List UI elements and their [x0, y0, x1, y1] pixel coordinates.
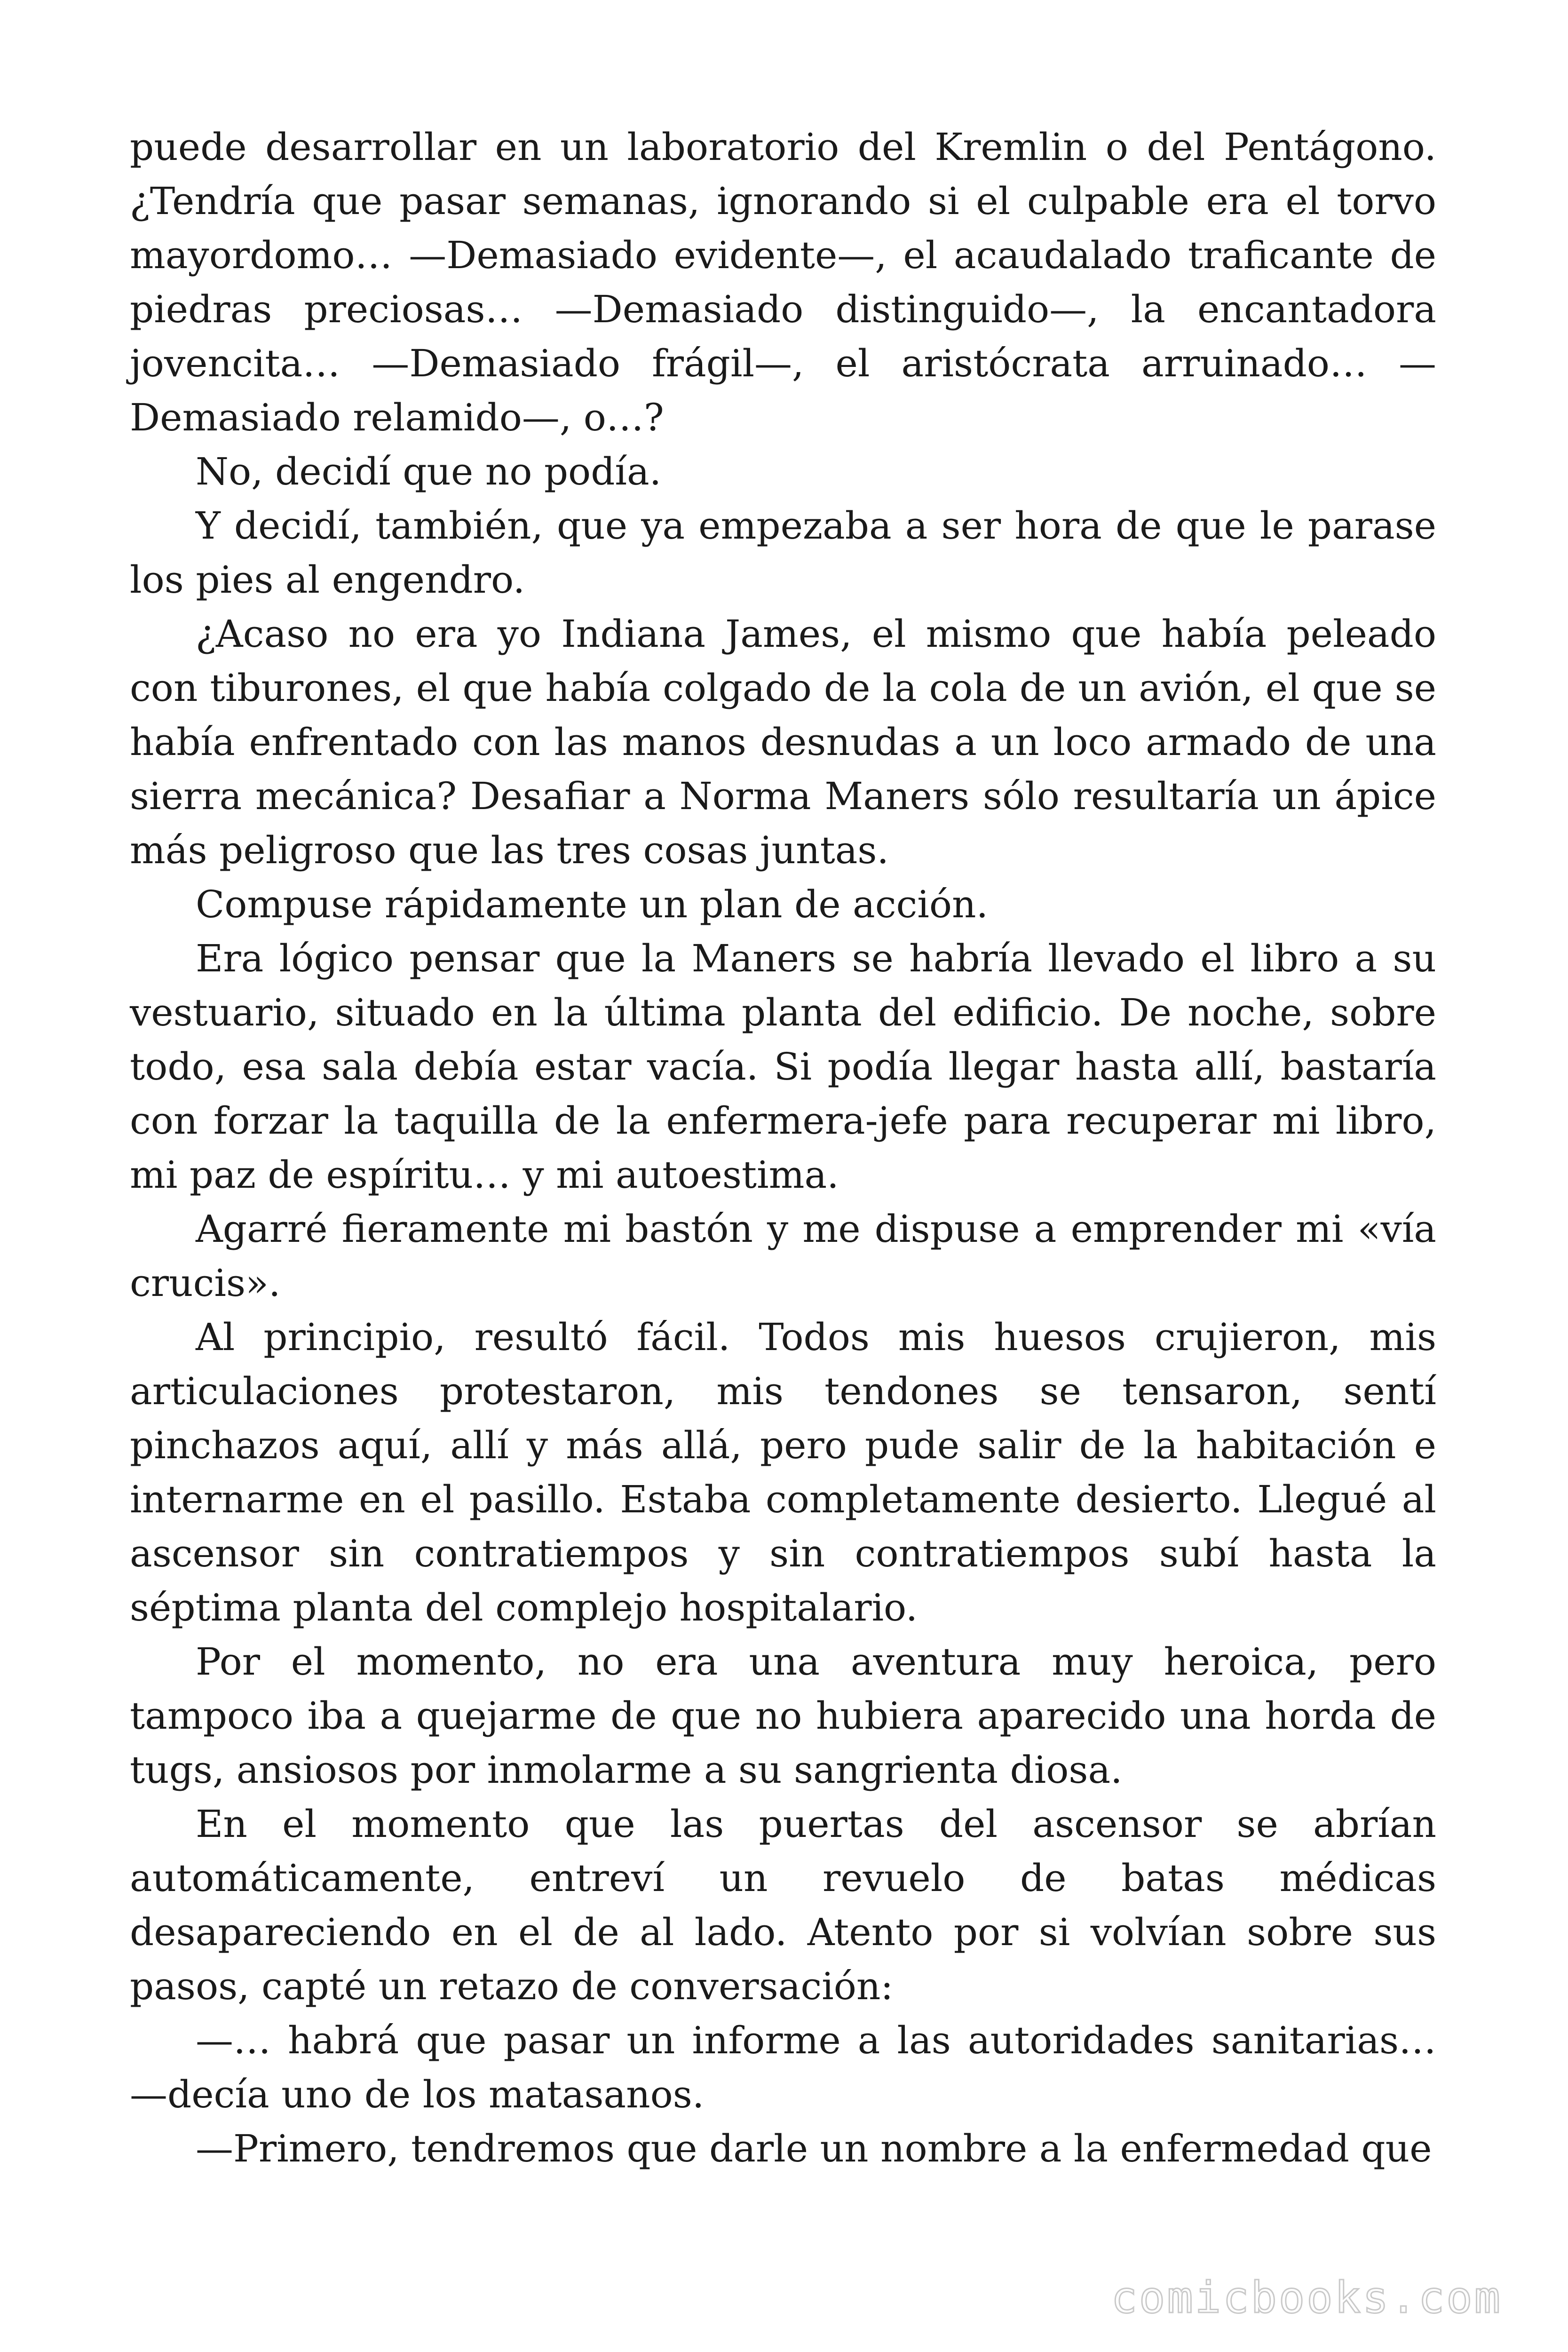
paragraph: Agarré fieramente mi bastón y me dispuse a emprender mi «vía crucis». — [130, 1207, 1436, 1305]
paragraph: Y decidí, también, que ya empezaba a ser hora de que le parase los pies al engendro. — [130, 504, 1436, 602]
paragraph: En el momento que las puertas del ascensor se abrían automáticamente, entreví un revuelo de batas médicas desapareciendo en el de al lado. Atento por si volvían sobre sus pasos, capté un retazo de conversación: — [130, 1802, 1436, 2008]
paragraph: Por el momento, no era una aventura muy heroica, pero tampoco iba a quejarme de que no hubiera aparecido una horda de tugs, ansiosos por inmolarme a su sangrienta diosa. — [130, 1640, 1436, 1792]
body-text — [130, 120, 1436, 2176]
paragraph: puede desarrollar en un laboratorio del Kremlin o del Pentágono. ¿Tendría que pasar semanas, ignorando si el culpable era el torvo mayordomo… —Demasiado evidente—, el acaudalado traficante de piedras preciosas… —Demasiado distinguido—, la encantadora jovencita… —Demasiado frágil—, el aristócrata arruinado… —Demasiado relamido—, o…? — [130, 125, 1436, 439]
watermark: comicbooks.com — [1111, 2273, 1502, 2323]
paragraph: Era lógico pensar que la Maners se habría llevado el libro a su vestuario, situado en la última planta del edificio. De noche, sobre todo, esa sala debía estar vacía. Si podía llegar hasta allí, bastaría con forzar la taquilla de la enfermera-jefe para recuperar mi libro, mi paz de espíritu… y mi autoestima. — [130, 937, 1436, 1197]
paragraph: —… habrá que pasar un informe a las autoridades sanitarias… —decía uno de los matasanos. — [130, 2018, 1436, 2116]
paragraph: Al principio, resultó fácil. Todos mis huesos crujieron, mis articulaciones protestaron, mis tendones se tensaron, sentí pinchazos aquí, allí y más allá, pero pude salir de la habitación e internarme en el pasillo. Estaba completamente desierto. Llegué al ascensor sin contratiempos y sin contratiempos subí hasta la séptima planta del complejo hospitalario. — [130, 1315, 1436, 1629]
paragraph: ¿Acaso no era yo Indiana James, el mismo que había peleado con tiburones, el que había colgado de la cola de un avión, el que se había enfrentado con las manos desnudas a un loco armado de una sierra mecánica? Desafiar a Norma Maners sólo resultaría un ápice más peligroso que las tres cosas juntas. — [130, 612, 1436, 872]
paragraph: Compuse rápidamente un plan de acción. — [196, 882, 988, 926]
paragraph: —Primero, tendremos que darle un nombre a la enfermedad que — [196, 2127, 1432, 2170]
paragraph: No, decidí que no podía. — [196, 450, 662, 493]
